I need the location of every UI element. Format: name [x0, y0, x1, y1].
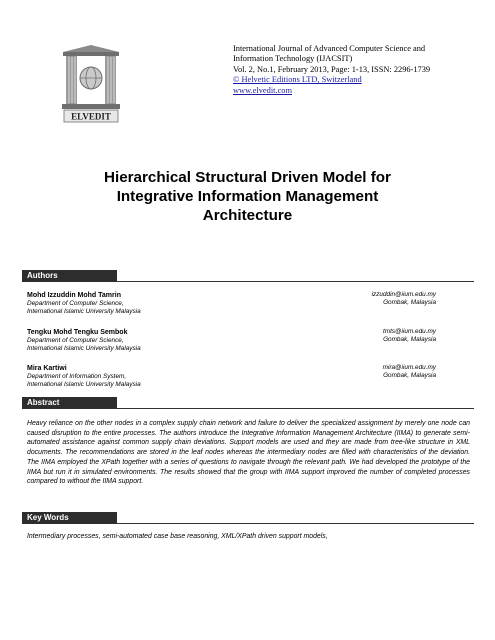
author-name: Mira Kartiwi [27, 365, 67, 372]
journal-volume-line: Vol. 2, No.1, February 2013, Page: 1-13, ISSN: 2296-1739 [233, 64, 431, 74]
website-link[interactable]: www.elvedit.com [233, 85, 292, 95]
author-university: International Islamic University Malaysia [27, 308, 141, 315]
author-university: International Islamic University Malaysia [27, 381, 141, 388]
publisher-link[interactable]: © Helvetic Editions LTD, Switzerland [233, 75, 362, 85]
title-line-1: Hierarchical Structural Driven Model for [104, 169, 391, 186]
abstract-heading: Abstract [22, 397, 117, 409]
author-email[interactable]: mira@iium.edu.my [382, 364, 436, 371]
publisher-logo [60, 44, 122, 126]
keywords-text: Intermediary processes, semi-automated case base reasoning, XML/XPath driven support models, [27, 533, 328, 540]
author-department: Department of Computer Science, [27, 300, 124, 307]
abstract-text: Heavy reliance on the other nodes in a complex supply chain network and failure to deliver the specialized assignment by merely one node can caused disruption to the entire processes. The authors introduce the Integrative Information Management Architecture (IIMA) to generate semi-automated assistance against common supply chain deviations. Support models are used and they are made from tree-like structure in XML documents. The recommendations are stored in the leaf nodes whereas the intermediary nodes are filled with characteristics of the deviation. The IIMA employed the XPath together with a series of questions to navigate through the relevant path. We had developed the prototype of the IIMA but run it in simulated environments. The results showed that the group with IIMA support improved the number of completed processes compared to without the IIMA support. [27, 420, 470, 486]
keywords-section-header [22, 512, 474, 524]
author-contact [276, 364, 436, 380]
logo-text: ELVEDIT [71, 111, 111, 122]
journal-info [233, 44, 473, 96]
authors-section-header [22, 270, 474, 282]
author-university: International Islamic University Malaysia [27, 345, 141, 352]
author-email[interactable]: izzuddin@iium.edu.my [371, 291, 436, 298]
section-rule [117, 281, 474, 282]
paper-title [60, 168, 435, 225]
author-block [27, 364, 287, 389]
author-block [27, 291, 287, 316]
journal-name-line-2: Information Technology (IJACSIT) [233, 54, 353, 64]
authors-heading: Authors [22, 270, 117, 282]
author-department: Department of Computer Science, [27, 337, 124, 344]
elvedit-logo-graphic [60, 44, 122, 126]
author-location: Gombak, Malaysia [383, 299, 436, 306]
author-contact [276, 291, 436, 307]
author-name: Tengku Mohd Tengku Sembok [27, 329, 128, 336]
author-name: Mohd Izzuddin Mohd Tamrin [27, 292, 121, 299]
journal-name-line-1: International Journal of Advanced Computer Science and [233, 44, 426, 53]
author-department: Department of Information System, [27, 373, 127, 380]
author-contact [276, 328, 436, 344]
title-line-2: Integrative Information Management [116, 188, 379, 205]
abstract-section-header [22, 397, 474, 409]
author-location: Gombak, Malaysia [383, 372, 436, 379]
section-rule [117, 523, 474, 524]
keywords-heading: Key Words [22, 512, 117, 524]
section-rule [117, 408, 474, 409]
title-line-3: Architecture [202, 207, 293, 224]
author-block [27, 328, 287, 353]
author-email[interactable]: tmts@iium.edu.my [382, 328, 436, 335]
author-location: Gombak, Malaysia [383, 336, 436, 343]
